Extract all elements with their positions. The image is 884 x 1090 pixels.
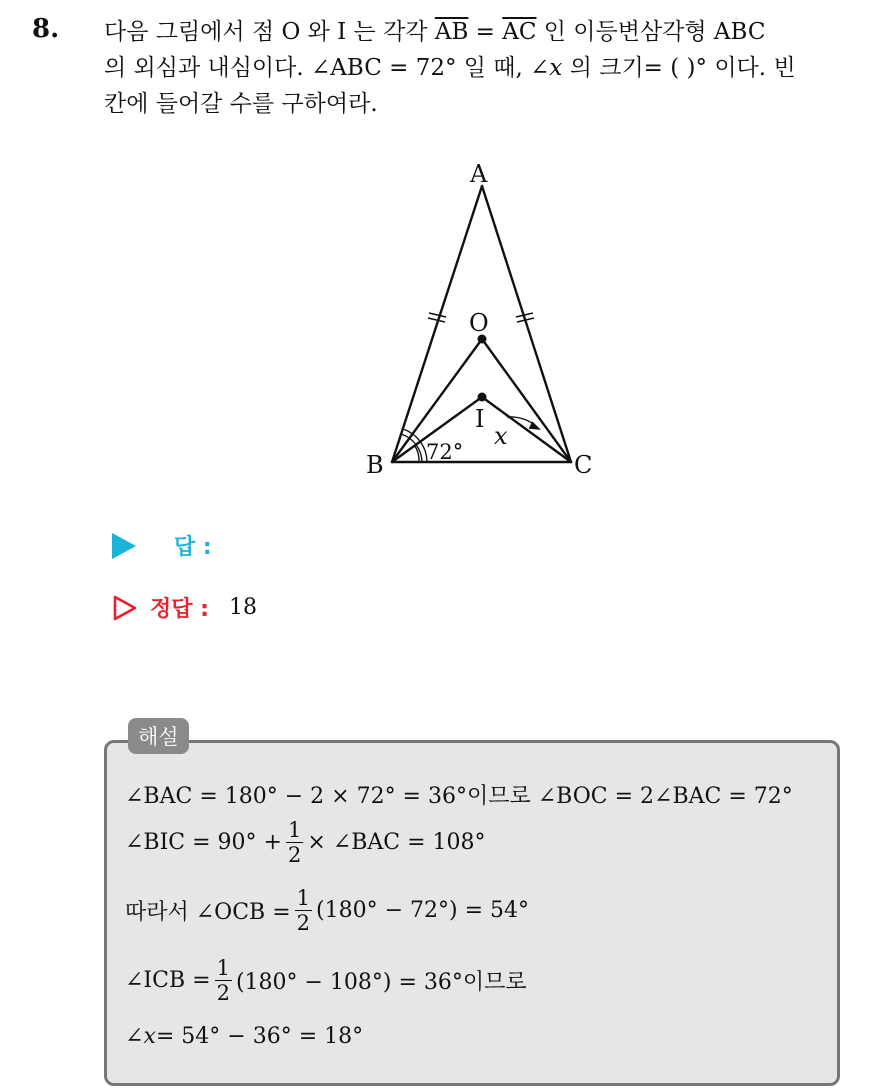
- correct-answer-label: 정답 :: [150, 597, 209, 622]
- question-line-3: 칸에 들어갈 수를 구하여라.: [104, 91, 378, 117]
- fraction-half: $\frac{1}{2}$: [287, 818, 302, 867]
- x-label: x: [494, 422, 508, 450]
- segment-ac: $\overline{AC}$: [502, 19, 537, 45]
- point-i: [478, 393, 487, 402]
- answer-row: [112, 530, 212, 561]
- answer-label: 답 :: [174, 535, 212, 560]
- correct-answer-value: 18: [228, 595, 257, 620]
- triangle-figure: [0, 0, 884, 520]
- fraction-half: $\frac{1}{2}$: [216, 956, 230, 1005]
- angle-72-label: 72°: [426, 440, 464, 464]
- variable-x: x: [549, 55, 563, 81]
- label-b: B: [366, 451, 384, 479]
- fraction-half: $\frac{1}{2}$: [296, 886, 311, 935]
- solution-line-3: 따라서 ∠OCB = $\frac{1}{2}$ (180° − 72°) = 54°: [125, 886, 530, 935]
- solution-line-1: ∠BAC = 180° − 2 × 72° = 36°이므로 ∠BOC = 2∠BAC = 72°: [125, 784, 793, 809]
- label-c: C: [574, 451, 593, 479]
- solution-line-2: ∠BIC = 90° + $\frac{1}{2}$ × ∠BAC = 108°: [125, 818, 486, 867]
- question-number: 8.: [32, 14, 60, 44]
- solution-line-4: ∠ICB = $\frac{1}{2}$ (180° − 108°) = 36°이므로: [125, 956, 527, 1005]
- solution-line-5: ∠ x = 54° − 36° = 18°: [125, 1024, 364, 1049]
- segment-ab: $\overline{AB}$: [434, 19, 469, 45]
- solution-tab: 해설: [128, 718, 189, 754]
- question-line-1: 다음 그림에서 점 O 와 I 는 각각 $\overline{AB} = \overline{AC}$ 인 이등변삼각형 ABC: [104, 19, 766, 45]
- label-a: A: [470, 160, 488, 188]
- question-line-2: 의 외심과 내심이다. ∠ABC = 72° 일 때, ∠x 의 크기= ( )° 이다. 빈: [104, 55, 796, 81]
- label-i: I: [475, 405, 485, 433]
- outline-triangle-icon: [112, 595, 138, 621]
- label-o: O: [469, 309, 489, 337]
- correct-answer-row: [112, 592, 257, 623]
- play-triangle-icon: [112, 533, 136, 559]
